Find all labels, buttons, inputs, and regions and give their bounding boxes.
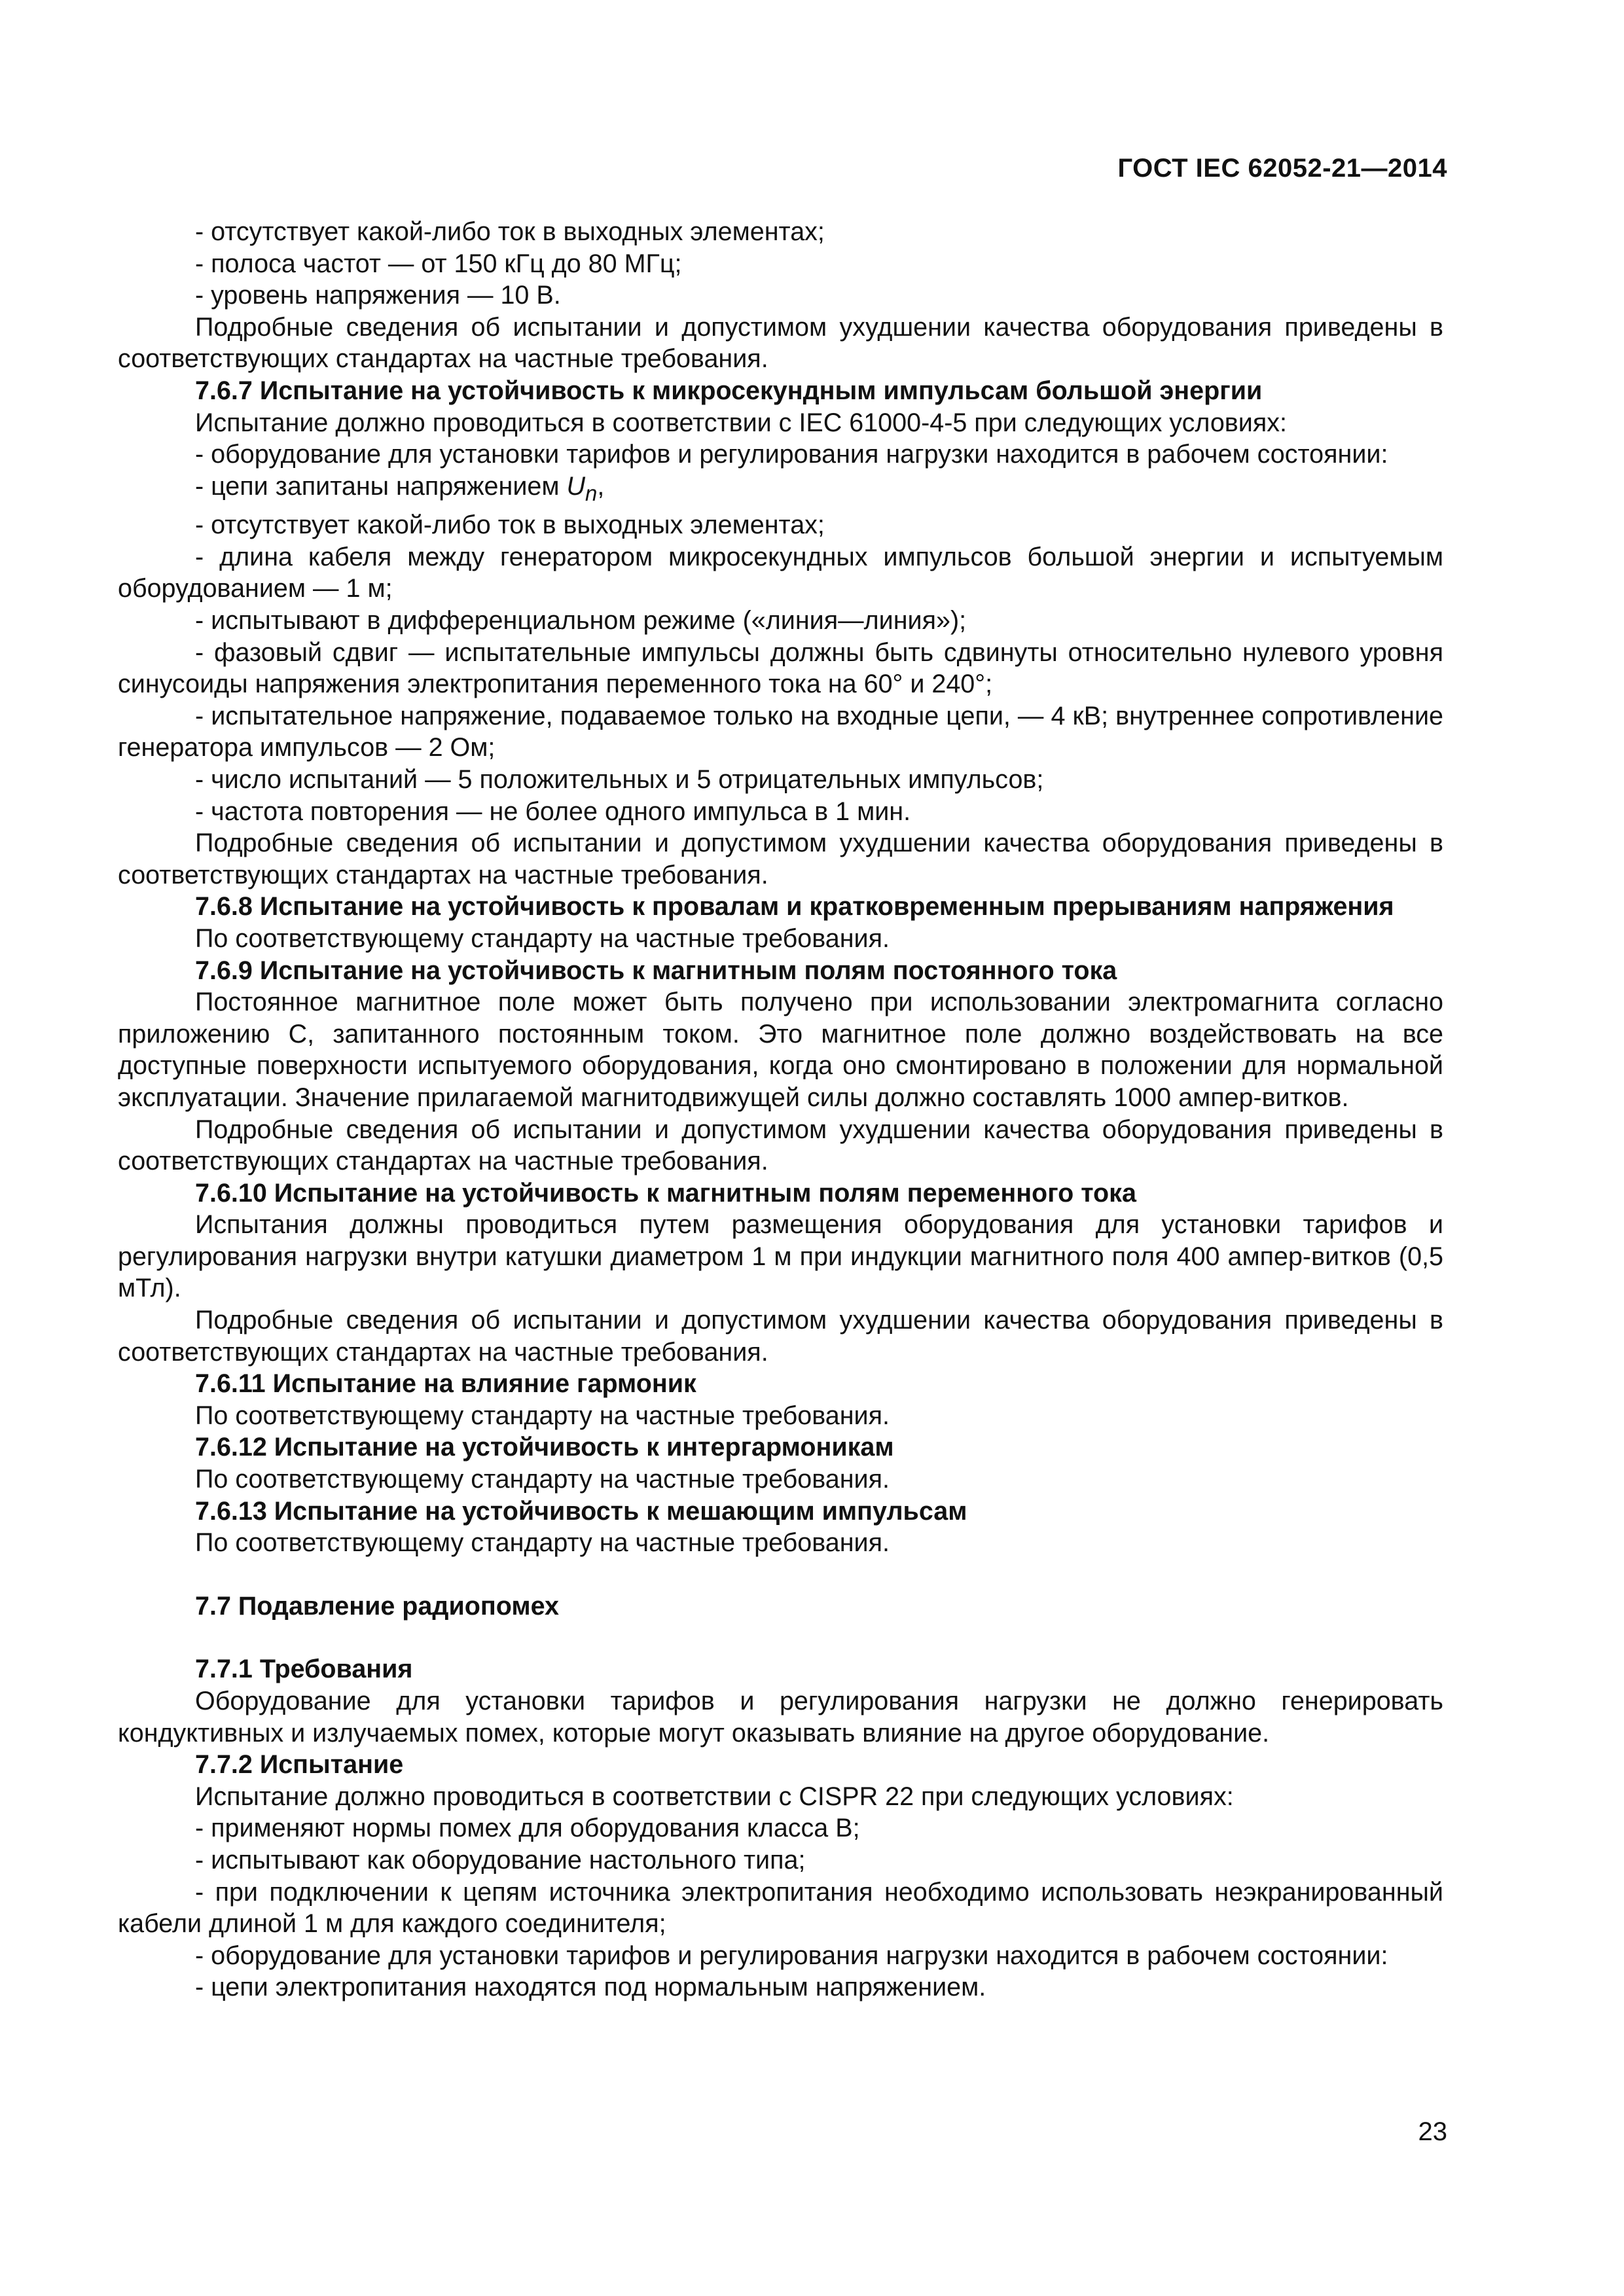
paragraph: - частота повторения — не более одного импульса в 1 мин. xyxy=(195,797,911,826)
paragraph: - число испытаний — 5 положительных и 5 отрицательных импульсов; xyxy=(195,764,1044,794)
paragraph: Подробные сведения об испытании и допустимом ухудшении качества оборудования приведены в соответствующих стандартах на частные требования. xyxy=(118,829,1443,889)
document-body xyxy=(118,216,1443,2003)
paragraph: Подробные сведения об испытании и допустимом ухудшении качества оборудования приведены в соответствующих стандартах на частные требования. xyxy=(118,1306,1443,1367)
text-fragment: - цепи запитаны напряжением xyxy=(195,471,567,501)
paragraph: По соответствующему стандарту на частные требования. xyxy=(195,1528,890,1558)
paragraph: Испытания должны проводиться путем размещения оборудования для установки тарифов и регулирования нагрузки внутри катушки диаметром 1 м при индукции магнитного поля 400 ампер-витков (0,5 мТл). xyxy=(118,1210,1443,1303)
document-header: ГОСТ IEC 62052-21—2014 xyxy=(1117,154,1447,183)
paragraph: Постоянное магнитное поле может быть получено при использовании электромагнита согласно приложению С, запитанного постоянным током. Это магнитное поле должно воздействовать на все доступные поверхности испытуемого оборудования, когда оно смонтировано в положении для нормальной эксплуатации. Значение прилагаемой магнитодвижущей силы должно составлять 1000 ампер-витков. xyxy=(118,988,1443,1112)
variable: U xyxy=(566,471,586,501)
section-heading: 7.6.8 Испытание на устойчивость к провалам и кратковременным прерываниям напряжения xyxy=(195,892,1394,922)
section-heading: 7.6.7 Испытание на устойчивость к микросекундным импульсам большой энергии xyxy=(195,376,1263,405)
paragraph: По соответствующему стандарту на частные требования. xyxy=(195,1465,890,1494)
paragraph: Испытание должно проводиться в соответствии с IEC 61000-4-5 при следующих условиях: xyxy=(195,408,1287,437)
section-heading: 7.7.1 Требования xyxy=(195,1655,413,1684)
section-heading: 7.7.2 Испытание xyxy=(195,1750,404,1780)
page-number: 23 xyxy=(1418,2117,1447,2146)
section-gap xyxy=(118,1559,1443,1590)
paragraph: Оборудование для установки тарифов и регулирования нагрузки не должно генерировать кондуктивных и излучаемых помех, которые могут оказывать влияние на другое оборудование. xyxy=(118,1687,1443,1748)
paragraph: - уровень напряжения — 10 В. xyxy=(195,281,561,310)
paragraph: - длина кабеля между генератором микросекундных импульсов большой энергии и испытуемым оборудованием — 1 м; xyxy=(118,542,1443,603)
section-gap xyxy=(118,1622,1443,1653)
paragraph: - отсутствует какой-либо ток в выходных элементах; xyxy=(195,511,825,540)
paragraph: - цепи электропитания находятся под нормальным напряжением. xyxy=(195,1973,986,2002)
paragraph: - испытывают как оборудование настольного типа; xyxy=(195,1845,806,1874)
text-fragment: , xyxy=(597,471,605,501)
section-heading: 7.6.11 Испытание на влияние гармоник xyxy=(195,1369,696,1399)
list-item xyxy=(118,471,1443,509)
variable-subscript: n xyxy=(585,480,598,505)
paragraph: По соответствующему стандарту на частные требования. xyxy=(195,1401,890,1430)
section-heading: 7.6.9 Испытание на устойчивость к магнитным полям постоянного тока xyxy=(195,956,1117,985)
paragraph: - оборудование для установки тарифов и регулирования нагрузки находится в рабочем состоянии: xyxy=(195,440,1388,469)
paragraph: По соответствующему стандарту на частные требования. xyxy=(195,924,890,953)
paragraph: - фазовый сдвиг — испытательные импульсы должны быть сдвинуты относительно нулевого уровня синусоиды напряжения электропитания переменного тока на 60° и 240°; xyxy=(118,637,1443,699)
paragraph: - испытывают в дифференциальном режиме («линия—линия»); xyxy=(195,606,967,636)
paragraph: - испытательное напряжение, подаваемое только на входные цепи, — 4 кВ; внутреннее сопротивление генератора импульсов — 2 Ом; xyxy=(118,701,1443,762)
paragraph: Подробные сведения об испытании и допустимом ухудшении качества оборудования приведены в соответствующих стандартах на частные требования. xyxy=(118,1115,1443,1176)
paragraph: Испытание должно проводиться в соответствии с CISPR 22 при следующих условиях: xyxy=(195,1782,1234,1811)
paragraph: - отсутствует какой-либо ток в выходных элементах; xyxy=(195,217,825,246)
paragraph: - применяют нормы помех для оборудования класса В; xyxy=(195,1814,860,1843)
section-heading: 7.6.12 Испытание на устойчивость к интергармоникам xyxy=(195,1433,894,1462)
paragraph: - полоса частот — от 150 кГц до 80 МГц; xyxy=(195,249,682,278)
section-heading: 7.6.13 Испытание на устойчивость к мешающим импульсам xyxy=(195,1496,967,1526)
paragraph: - при подключении к цепям источника электропитания необходимо использовать неэкранированный кабели длиной 1 м для каждого соединителя; xyxy=(118,1877,1443,1939)
paragraph: - оборудование для установки тарифов и регулирования нагрузки находится в рабочем состоянии: xyxy=(195,1941,1388,1970)
section-heading: 7.6.10 Испытание на устойчивость к магнитным полям переменного тока xyxy=(195,1178,1136,1208)
section-heading: 7.7 Подавление радиопомех xyxy=(195,1591,559,1621)
paragraph: Подробные сведения об испытании и допустимом ухудшении качества оборудования приведены в соответствующих стандартах на частные требования. xyxy=(118,312,1443,374)
